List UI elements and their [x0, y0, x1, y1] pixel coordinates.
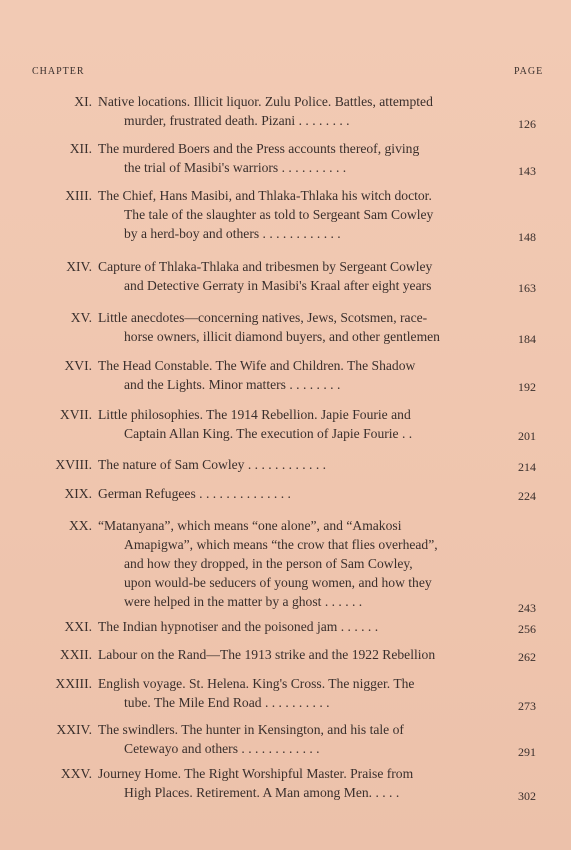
chapter-title-line: Little anecdotes—concerning natives, Jews, Scotsmen, race-	[98, 310, 428, 325]
chapter-title-line: Cetewayo and others . . . . . . . . . . . .	[124, 741, 320, 756]
chapter-title-line: Little philosophies. The 1914 Rebellion. Japie Fourie and	[98, 407, 411, 422]
page-number: 163	[518, 281, 536, 295]
chapter-title	[98, 139, 508, 177]
chapter-title-line: The murdered Boers and the Press accounts thereof, giving	[98, 141, 420, 156]
chapter-number: XXIV.	[56, 722, 92, 737]
chapter-number: XII.	[69, 141, 92, 156]
page-number: 224	[518, 489, 536, 503]
chapter-title-line: and how they dropped, in the person of Sam Cowley,	[124, 556, 413, 571]
page-number: 291	[518, 745, 536, 759]
chapter-title-line: Labour on the Rand—The 1913 strike and the 1922 Rebellion	[98, 647, 436, 662]
page-number: 302	[518, 789, 536, 803]
page-number: 243	[518, 601, 536, 615]
page-number: 184	[518, 332, 536, 346]
chapter-title-line: were helped in the matter by a ghost . . . . . .	[124, 594, 363, 609]
chapter-title-line: Capture of Thlaka-Thlaka and tribesmen by Sergeant Cowley	[98, 259, 433, 274]
chapter-title-line: The tale of the slaughter as told to Sergeant Sam Cowley	[124, 207, 434, 222]
chapter-title-line: by a herd-boy and others . . . . . . . . . . . .	[124, 226, 341, 241]
page-number: 262	[518, 650, 536, 664]
chapter-number: XXV.	[60, 766, 92, 781]
chapter-title	[98, 455, 508, 474]
chapter-title-line: The Indian hypnotiser and the poisoned jam . . . . . .	[98, 619, 379, 634]
chapter-title	[98, 308, 508, 346]
chapter-title-line: The nature of Sam Cowley . . . . . . . . . . . .	[98, 457, 327, 472]
chapter-header: CHAPTER	[32, 66, 85, 77]
chapter-number: XXIII.	[55, 676, 92, 691]
chapter-title	[98, 674, 508, 712]
chapter-title	[98, 484, 508, 503]
chapter-title-line: The Chief, Hans Masibi, and Thlaka-Thlaka his witch doctor.	[98, 188, 432, 203]
page-number: 143	[518, 164, 536, 178]
chapter-title-line: and the Lights. Minor matters . . . . . . . .	[124, 377, 341, 392]
chapter-title	[98, 720, 508, 758]
chapter-title-line: murder, frustrated death. Pizani . . . . . . . .	[124, 113, 350, 128]
chapter-title	[98, 617, 508, 636]
chapter-number: XX.	[68, 518, 92, 533]
page-number: 126	[518, 117, 536, 131]
chapter-title	[98, 516, 508, 611]
chapter-number: XVII.	[59, 407, 92, 422]
page-header: PAGE	[514, 66, 544, 77]
chapter-number: XXII.	[59, 647, 92, 662]
chapter-title-line: and Detective Gerraty in Masibi's Kraal after eight years	[124, 278, 432, 293]
chapter-title-line: Amapigwa”, which means “the crow that flies overhead”,	[124, 537, 438, 552]
chapter-title-line: Journey Home. The Right Worshipful Master. Praise from	[98, 766, 414, 781]
chapter-number: XIX.	[64, 486, 92, 501]
chapter-number: XXI.	[64, 619, 92, 634]
chapter-number: XVI.	[64, 358, 92, 373]
chapter-number: XVIII.	[55, 457, 92, 472]
chapter-title-line: upon would-be seducers of young women, and how they	[124, 575, 432, 590]
chapter-title	[98, 257, 508, 295]
chapter-title-line: Native locations. Illicit liquor. Zulu Police. Battles, attempted	[98, 94, 433, 109]
page-number: 256	[518, 622, 536, 636]
chapter-title	[98, 405, 508, 443]
chapter-title	[98, 645, 508, 664]
page-number: 273	[518, 699, 536, 713]
page-number: 201	[518, 429, 536, 443]
page-number: 214	[518, 460, 536, 474]
chapter-title	[98, 186, 508, 243]
chapter-title	[98, 356, 508, 394]
chapter-number: XIII.	[65, 188, 92, 203]
chapter-title-line: the trial of Masibi's warriors . . . . . . . . . .	[124, 160, 347, 175]
chapter-title-line: The swindlers. The hunter in Kensington, and his tale of	[98, 722, 404, 737]
chapter-title-line: tube. The Mile End Road . . . . . . . . . .	[124, 695, 330, 710]
page-number: 148	[518, 230, 536, 244]
chapter-number: XI.	[74, 94, 92, 109]
chapter-title-line: Captain Allan King. The execution of Japie Fourie . .	[124, 426, 413, 441]
chapter-title-line: The Head Constable. The Wife and Children. The Shadow	[98, 358, 416, 373]
chapter-title-line: High Places. Retirement. A Man among Men. . . . .	[124, 785, 400, 800]
chapter-title-line: German Refugees . . . . . . . . . . . . . .	[98, 486, 291, 501]
chapter-title	[98, 92, 508, 130]
chapter-title	[98, 764, 508, 802]
chapter-number: XV.	[70, 310, 92, 325]
chapter-title-line: horse owners, illicit diamond buyers, and other gentlemen	[124, 329, 440, 344]
chapter-number: XIV.	[66, 259, 92, 274]
page-number: 192	[518, 380, 536, 394]
chapter-title-line: “Matanyana”, which means “one alone”, and “Amakosi	[98, 518, 402, 533]
chapter-title-line: English voyage. St. Helena. King's Cross. The nigger. The	[98, 676, 415, 691]
